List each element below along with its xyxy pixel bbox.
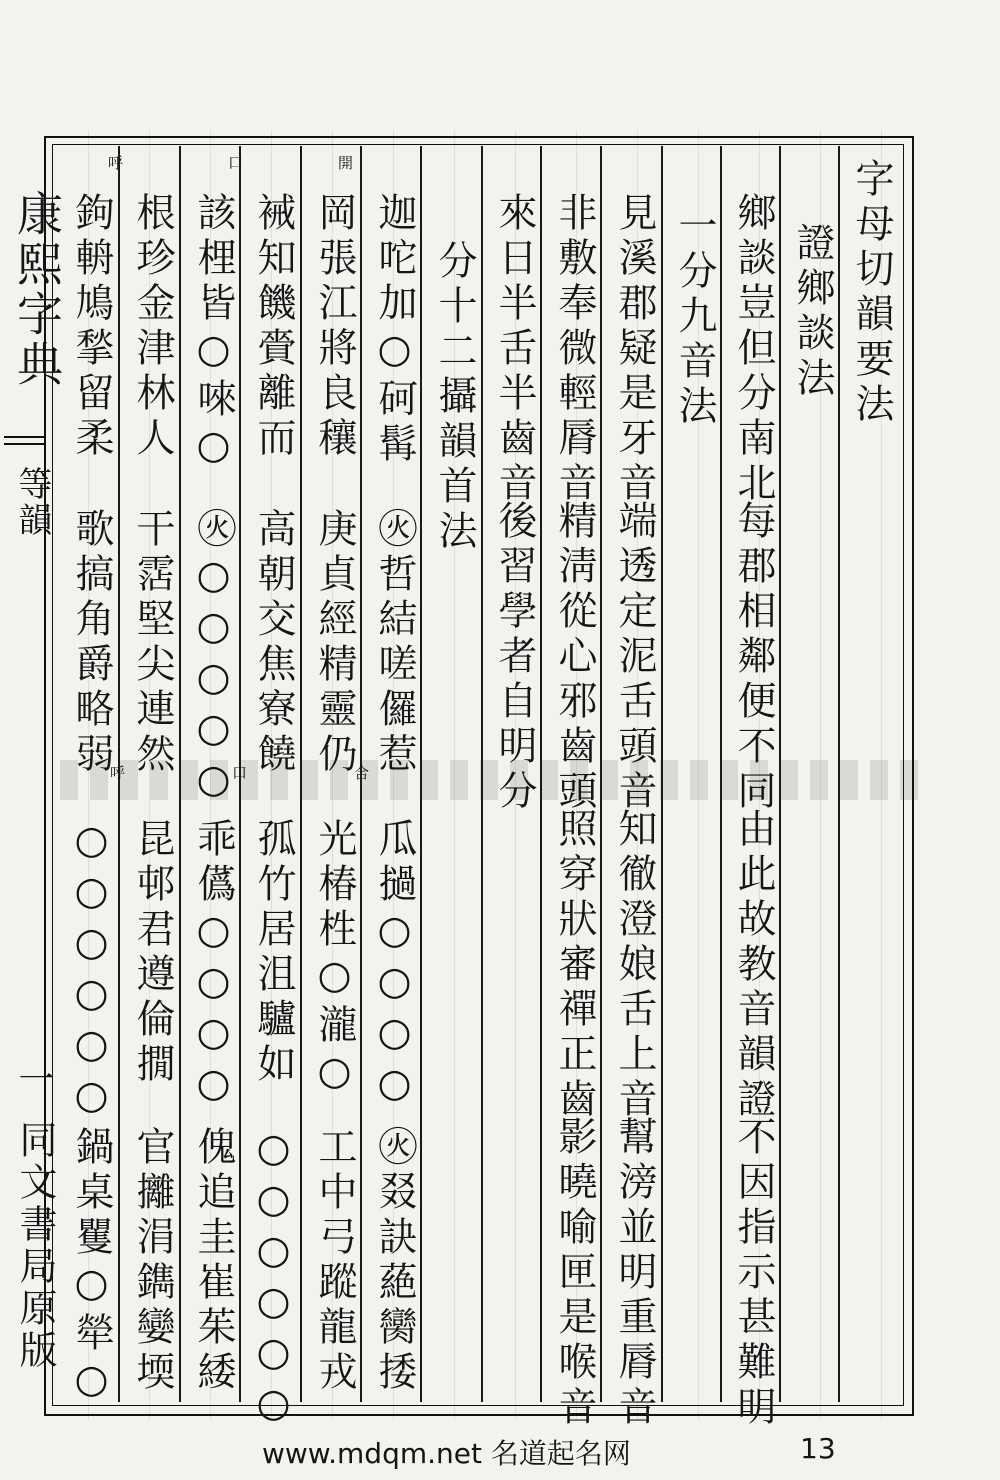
book-title: 康熙字典	[10, 190, 64, 390]
column-divider	[720, 146, 722, 1402]
verse-line: 端透定泥舌頭音	[612, 500, 657, 815]
column-divider	[179, 146, 181, 1402]
rhyme-row: ㊋○○○○○	[191, 508, 236, 808]
rhyme-row: 孤竹居沮驢如	[251, 818, 296, 1088]
marker-hu-top: 呼	[108, 154, 124, 172]
rhyme-row: 昆邨君遵倫撊	[130, 818, 175, 1088]
page-number: 13	[800, 1432, 836, 1465]
column-divider	[661, 146, 663, 1402]
rhyme-row: 瓜撾○○○○	[372, 818, 417, 1112]
rhyme-row: ㊋叕訣蕝臠捼	[372, 1126, 417, 1396]
page-numeral: 一	[13, 1060, 54, 1096]
rhyme-row: 歌搞角爵略弱	[69, 508, 114, 778]
column-divider	[481, 146, 483, 1402]
column-divider	[420, 146, 422, 1402]
verse-line: 來日半舌半齒音	[492, 192, 537, 507]
rhyme-row: 迦咜加○砢髯	[372, 192, 417, 468]
verse-line: 見溪郡疑是牙音	[612, 192, 657, 507]
verse-line: 非敷奉微輕脣音	[552, 192, 597, 507]
marker-kou-top: 口	[228, 154, 244, 172]
rhyme-row: ○○○○○○	[251, 1126, 296, 1432]
column-divider	[300, 146, 302, 1402]
verse-line: 精淸從心邪齒頭	[552, 500, 597, 815]
subheading-zheng-xiangtan: 證鄉談法	[790, 222, 835, 402]
verse-line: 影曉喻匣是喉音	[552, 1116, 597, 1431]
website-footer: www.mdqm.net 名道起名网	[262, 1437, 631, 1470]
marker-hu-bottom: 呼	[110, 764, 126, 782]
rhyme-row: 庚貞經精靈仍	[312, 508, 357, 778]
column-divider	[540, 146, 542, 1402]
column-divider	[600, 146, 602, 1402]
rhyme-row: ○○○○○○	[69, 818, 114, 1124]
section-name: 等韻	[12, 466, 52, 538]
rhyme-row: 鉤輈鳩揫留柔	[69, 192, 114, 462]
rhyme-row: 岡張江將良穰	[312, 192, 357, 462]
spine-rule-2	[4, 443, 46, 445]
heading-zimu-qieyun: 字母切韻要法	[849, 158, 894, 428]
column-divider	[838, 146, 840, 1402]
rhyme-row: 根珍金津林人	[130, 192, 175, 462]
verse-line: 不因指示甚難明	[731, 1116, 776, 1431]
rhyme-row: ㊋哲結嗟儸惹	[372, 508, 417, 778]
verse-line: 照穿狀審禪正齒	[552, 808, 597, 1123]
verse-line: 後習學者自明分	[492, 500, 537, 815]
rhyme-row: 該梩皆○唻○	[191, 192, 236, 474]
marker-he: 合	[354, 764, 370, 782]
rhyme-row: 乖儰○○○○	[191, 818, 236, 1112]
verse-line: 由此故教音韻證	[731, 808, 776, 1123]
verse-line: 鄉談豈但分南北	[731, 192, 776, 507]
rhyme-row: 高朝交焦寮饒	[251, 508, 296, 778]
rhyme-row: 干霑堅尖連然	[130, 508, 175, 778]
rhyme-row: 官攡涓鐫孌堧	[130, 1126, 175, 1396]
rhyme-row: 鍋桌矍○犖○	[69, 1126, 114, 1408]
spine-rule-1	[4, 436, 46, 438]
subheading-nine-tones: 一分九音法	[672, 205, 717, 430]
rhyme-row: 光椿栍○瀧○	[312, 818, 357, 1100]
verse-line: 每郡相鄰便不同	[731, 500, 776, 815]
verse-line: 知徹澄娘舌上音	[612, 808, 657, 1123]
rhyme-row: 裓知饑賫離而	[251, 192, 296, 462]
marker-kai: 開	[338, 154, 354, 172]
rhyme-row: 傀追圭崔茱緌	[191, 1126, 236, 1396]
subheading-twelve-she: 分十二攝韻首法	[432, 240, 477, 555]
verse-line: 幫滂並明重脣音	[612, 1116, 657, 1431]
marker-kou-bottom: 口	[232, 764, 248, 782]
rhyme-row: 工中弓蹤龍戎	[312, 1126, 357, 1396]
column-divider	[779, 146, 781, 1402]
publisher: 同文書局原版	[13, 1120, 57, 1372]
